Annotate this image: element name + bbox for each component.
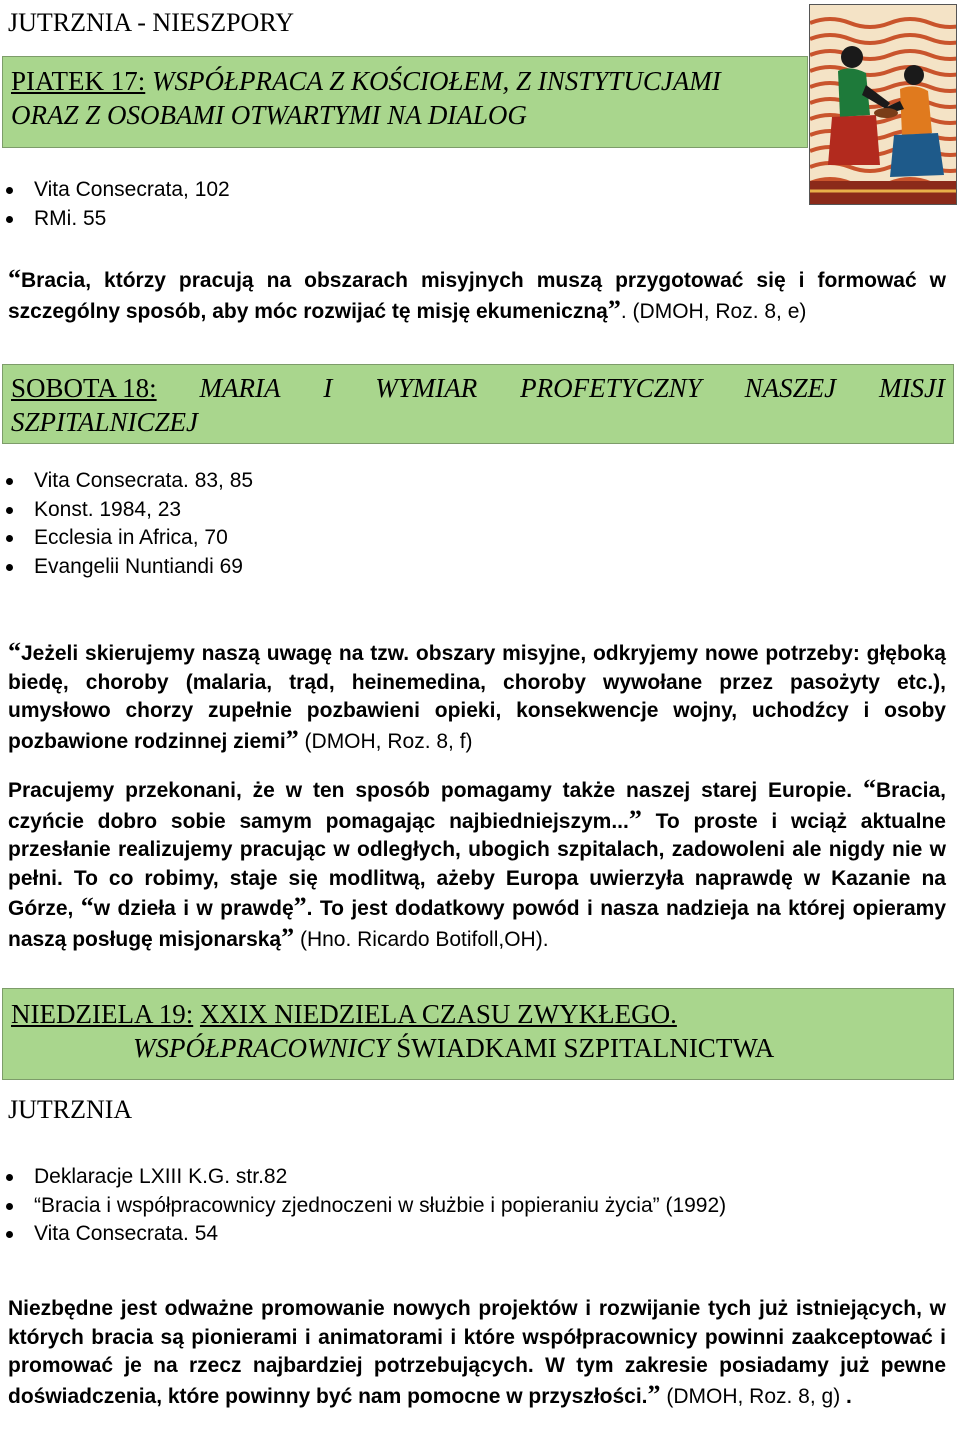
quote-open-mark: “	[80, 892, 94, 922]
saturday-quote1	[8, 638, 946, 756]
saturday-title-word: MARIA	[199, 373, 281, 403]
quote-close-mark: ”	[293, 892, 307, 922]
sunday-final-source: (DMOH, Roz. 8, g)	[666, 1384, 841, 1408]
sunday-label: NIEDZIELA 19:	[11, 999, 194, 1029]
list-item: Konst. 1984, 23	[0, 496, 253, 525]
quote-open-mark: “	[8, 264, 21, 293]
african-figures-emblem-icon	[809, 4, 957, 205]
friday-title-line2: ORAZ Z OSOBAMI OTWARTYMI NA DIALOG	[11, 100, 527, 130]
list-item: Vita Consecrata. 83, 85	[0, 467, 253, 496]
saturday-para2b: To proste i wciąż aktualne przesłanie realizujemy pracując w odległych, ubogich szpitalach, zadowoleni ale nigdy nie w pełni. To co robimy, staje się modlitwą, ażeby Europa uwierzyła naprawdę w Kazanie na Górze,	[8, 809, 946, 921]
quote-open-mark: “	[862, 774, 876, 803]
quote-open-mark: “	[8, 637, 21, 666]
quote-close-mark: ”	[285, 724, 299, 754]
friday-quote	[8, 265, 946, 326]
friday-quote-text: Bracia, którzy pracują na obszarach misyjnych muszą przygotować się i formować w szczególny sposób, aby móc rozwijać tę misję ekumeniczną	[8, 269, 946, 323]
list-item: Ecclesia in Africa, 70	[0, 524, 253, 553]
saturday-para2c: . To jest dodatkowy powód i nasza nadzieja na której opieramy naszą posługę misjonarską	[8, 897, 947, 951]
saturday-quote2: Bracia, czyńcie dobro sobie samym pomagając najbiedniejszym...	[8, 779, 946, 833]
saturday-quote3: w dzieła i w prawdę	[93, 897, 294, 921]
sunday-title-line2a: WSPÓŁPRACOWNICY	[133, 1033, 390, 1063]
saturday-banner	[2, 364, 954, 444]
friday-title-line1: WSPÓŁPRACA Z KOŚCIOŁEM, Z INSTYTUCJAMI	[152, 66, 721, 96]
saturday-references	[0, 467, 253, 581]
page-title: JUTRZNIA - NIESZPORY	[8, 8, 295, 37]
list-item: Vita Consecrata, 102	[0, 176, 230, 205]
sunday-title-line2b: ŚWIADKAMI SZPITALNICTWA	[396, 1033, 775, 1063]
saturday-source1: (DMOH, Roz. 8, f)	[304, 729, 473, 753]
friday-banner	[2, 56, 808, 148]
sunday-final-dot: .	[846, 1384, 852, 1408]
quote-close-mark: ”	[628, 804, 642, 834]
quote-close-mark: ”	[607, 294, 621, 324]
section-heading: JUTRZNIA	[8, 1095, 133, 1124]
friday-source: . (DMOH, Roz. 8, e)	[620, 299, 807, 323]
saturday-quote1-text: Jeżeli skierujemy naszą uwagę na tzw. obszary misyjne, odkryjemy nowe potrzeby: głęboką biedę, choroby (malaria, trąd, heinemedina, choroby wywołane przez pasożyty etc.), umysłowo chorzy zupełnie pozbawieni opieki, konsekwencje wojny, uchodźcy i osoby pozbawione rodzinnej ziemi	[8, 642, 946, 753]
quote-close-mark: ”	[281, 922, 295, 952]
sunday-banner	[2, 988, 954, 1080]
friday-references	[0, 176, 230, 233]
list-item: Deklaracje LXIII K.G. str.82	[0, 1163, 726, 1192]
saturday-para2a: Pracujemy przekonani, że w ten sposób pomagamy także naszej starej Europie.	[8, 779, 853, 802]
saturday-label: SOBOTA 18:	[11, 373, 157, 403]
list-item: Vita Consecrata. 54	[0, 1220, 726, 1249]
sunday-references	[0, 1163, 726, 1249]
sunday-final-text: Niezbędne jest odważne promowanie nowych projektów i rozwijanie tych już istniejących, w których bracia są pionierami i animatorami i które współpracownicy powinni zaakceptować i promować je na rzecz najbardziej potrzebujących. W tym zakresie posiadamy już pewne doświadczenia, które powinny być nam pomocne w przyszłości.	[8, 1297, 946, 1408]
saturday-title-word: PROFETYCZNY	[520, 373, 702, 403]
friday-label: PIATEK 17:	[11, 66, 146, 96]
saturday-title-word: MISJI	[878, 373, 945, 403]
quote-close-mark: ”	[647, 1379, 661, 1409]
saturday-title-word: NASZEJ	[744, 373, 837, 403]
saturday-paragraph2	[8, 775, 946, 955]
saturday-title-word: I	[323, 373, 333, 403]
sunday-final-paragraph	[8, 1295, 946, 1411]
list-item: RMi. 55	[0, 205, 230, 234]
saturday-title-word: WYMIAR	[375, 373, 478, 403]
list-item: “Bracia i współpracownicy zjednoczeni w służbie i popieraniu życia” (1992)	[0, 1192, 726, 1221]
sunday-title-line1: XXIX NIEDZIELA CZASU ZWYKŁEGO.	[199, 999, 677, 1029]
saturday-source2: (Hno. Ricardo Botifoll,OH).	[299, 927, 549, 951]
list-item: Evangelii Nuntiandi 69	[0, 553, 253, 582]
saturday-title-line2: SZPITALNICZEJ	[11, 407, 199, 437]
